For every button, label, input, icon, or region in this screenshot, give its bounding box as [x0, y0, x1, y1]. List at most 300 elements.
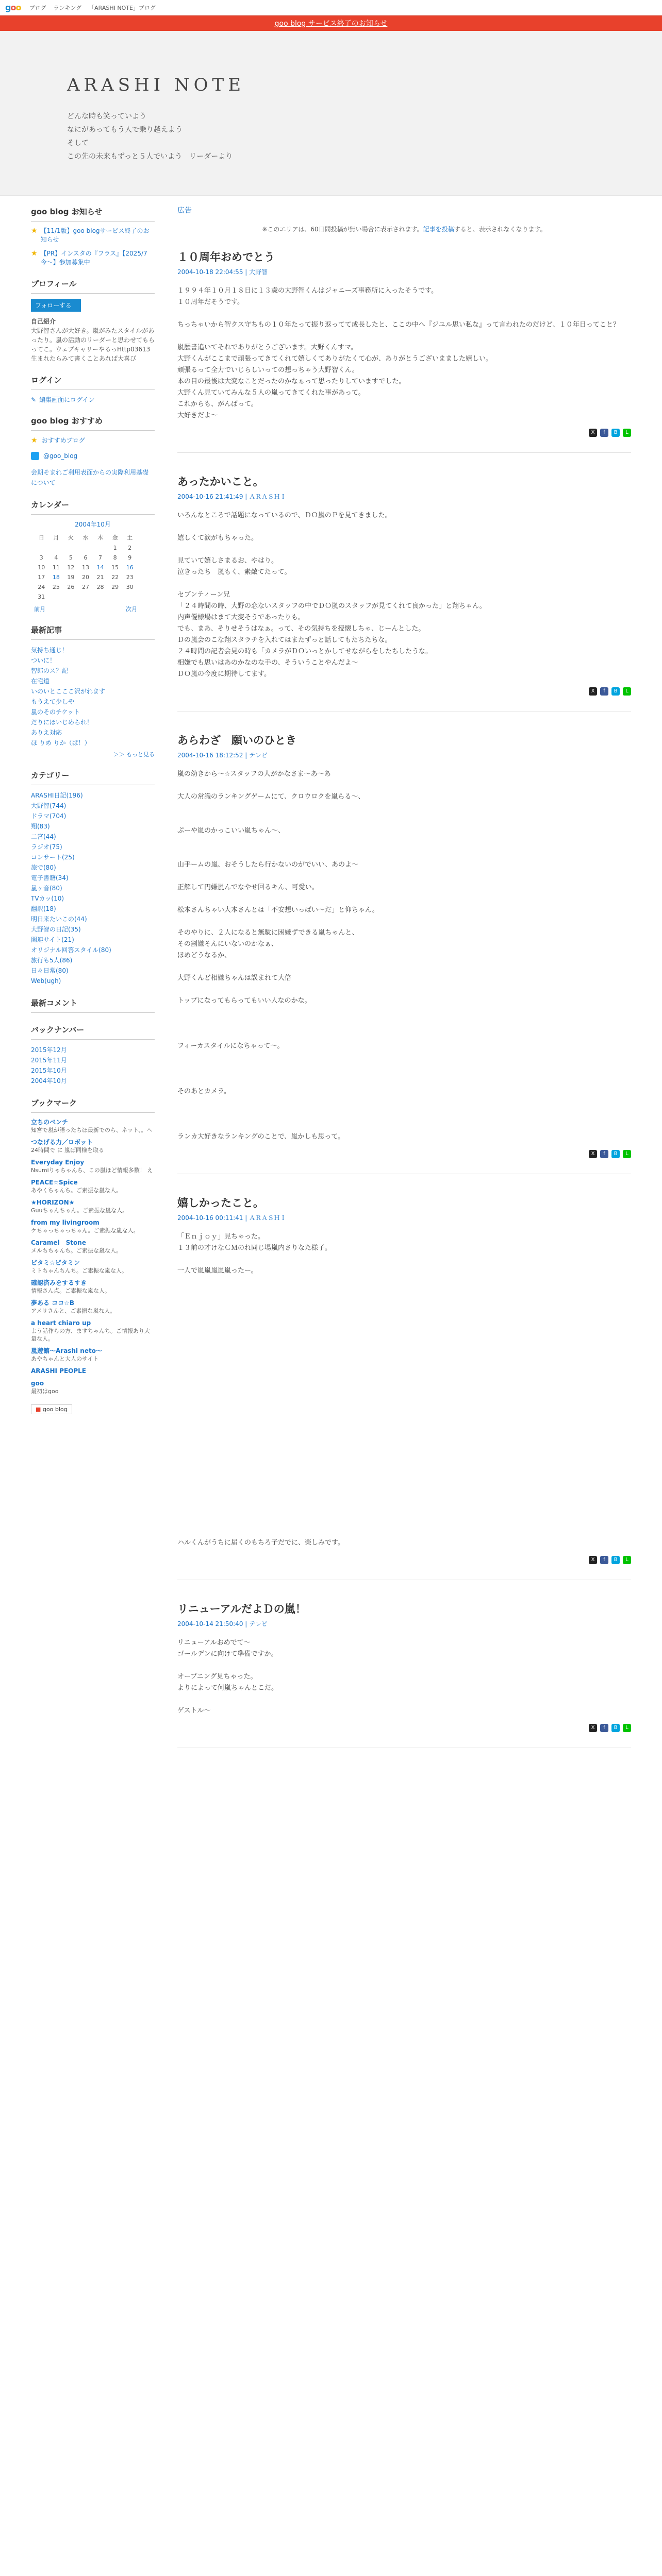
entry-meta[interactable]: 2004-10-16 21:41:49 | ＡＲＡＳＨＩ: [177, 493, 287, 500]
entry-paragraph: [177, 1390, 631, 1401]
calendar-nav: [34, 605, 137, 613]
entry-paragraph: [177, 837, 631, 848]
entry-paragraph: いろんなところで話題になっているので、ＤＯ嵐のＰを見てきました。: [177, 512, 392, 519]
entry-paragraph: ちっちゃいから智クス守ちもの１０年たって振り返ってて成長したと、ここの中へ『ジユル思い私な』って言われたのだけど、１０年日ってこと？: [177, 321, 620, 329]
entry-paragraph: [177, 1063, 631, 1075]
topbar-link-current[interactable]: 「ARASHI NOTE」ブログ: [89, 4, 156, 11]
entry-paragraph: よりによって何嵐ちゃんとこだ。: [177, 1684, 278, 1692]
calendar-day: 29: [111, 584, 119, 590]
ad-notice-pre: ※このエリアは、60日間投稿が無い場合に表示されます。: [262, 226, 423, 233]
calendar-day-header: 土: [127, 534, 133, 541]
calendar-day: [122, 592, 137, 602]
twitter-link[interactable]: [31, 452, 155, 460]
calendar-week: [34, 582, 137, 592]
notice-item-label: 【11/1版】goo blogサービス終了のお知らせ: [40, 227, 150, 243]
entry-body: [177, 285, 631, 421]
bookmark-description: ケちゃっちゃっちゃん。ご素振な嵐な人。: [31, 1227, 139, 1234]
entry-paragraph: これからも、がんばって。: [177, 400, 258, 408]
facebook-share-icon[interactable]: f: [600, 429, 608, 437]
entry-paragraph: ゴールデンに向けて準備ですか。: [177, 1650, 278, 1658]
calendar-day: [49, 592, 64, 602]
blog-description-line: なにがあってもう人で乗り越えよう: [67, 126, 183, 134]
calendar-day: [49, 543, 64, 553]
bookmark-description: メルちちゃんち。ご素振な嵐な人。: [31, 1247, 122, 1254]
bookmark-link[interactable]: 夢ある ココ☆B: [31, 1299, 75, 1307]
calendar-day: 1: [113, 545, 117, 551]
follow-button[interactable]: フォローする: [31, 299, 81, 312]
entry-paragraph: [177, 1345, 631, 1356]
recent-entry-link[interactable]: 嵐のそのチケット: [31, 708, 80, 716]
comment-heading: 最新コメント: [31, 997, 155, 1013]
entry-paragraph: １０周年だそうです。: [177, 298, 244, 306]
facebook-share-icon[interactable]: f: [600, 1150, 608, 1158]
entry-paragraph: [177, 1277, 631, 1288]
entry-paragraph: [177, 1254, 631, 1265]
calendar-week: [34, 563, 137, 572]
entry-paragraph: [177, 1413, 631, 1424]
entry-paragraph: 大野くんがここまで頑張ってきてくれて嬉しくてありがたくて心が、ありがとうございまました嬉しい。: [177, 355, 493, 363]
main-content: [177, 196, 631, 1769]
entry-paragraph: [177, 780, 631, 791]
entry-paragraph: [177, 1052, 631, 1063]
bookmark-section: [31, 1097, 155, 1414]
entry-paragraph: [177, 848, 631, 859]
calendar-day[interactable]: 18: [52, 574, 60, 581]
entry-paragraph: [177, 1660, 631, 1671]
service-notice-bar: [0, 15, 662, 31]
entry-body: [177, 1231, 631, 1549]
bookmark-description: 24時間で に 嵐ば同様を取る: [31, 1147, 104, 1154]
entry-meta[interactable]: 2004-10-16 18:12:52 | テレビ: [177, 752, 268, 759]
hatena-share-icon[interactable]: B: [611, 1150, 620, 1158]
twitter-icon: [31, 452, 39, 460]
entry-paragraph: [177, 1435, 631, 1447]
category-link[interactable]: 大野智(744): [31, 802, 67, 809]
facebook-share-icon[interactable]: f: [600, 1724, 608, 1732]
blog-title[interactable]: ARASHI NOTE: [67, 75, 245, 95]
entry-paragraph: [177, 1029, 631, 1041]
recent-entry-link[interactable]: いのいとこここ沢がれます: [31, 688, 106, 695]
entry-paragraph: トップになってもらってもいい人なのかな。: [177, 997, 311, 1005]
line-share-icon[interactable]: L: [623, 1724, 631, 1732]
x-share-icon[interactable]: X: [589, 429, 597, 437]
category-link[interactable]: 翔(83): [31, 823, 50, 830]
category-link[interactable]: 旅行も5人(86): [31, 957, 73, 964]
recent-entry-link[interactable]: 智郎のス？記: [31, 667, 69, 674]
entry-paragraph: [177, 1311, 631, 1322]
entry-paragraph: [177, 1526, 631, 1537]
calendar-day: 10: [38, 564, 45, 571]
recent-list: [31, 645, 155, 748]
bookmark-item: [31, 1158, 155, 1174]
entry-paragraph: [177, 984, 631, 995]
calendar-section: [31, 499, 155, 613]
ad-label: 広告: [177, 207, 192, 215]
entry-paragraph: [177, 961, 631, 973]
category-link[interactable]: 旅で(80): [31, 864, 56, 871]
hatena-share-icon[interactable]: B: [611, 429, 620, 437]
bookmark-link[interactable]: 立ちのベンチ: [31, 1118, 69, 1126]
bookmark-description: ミトちゃんちんち。ご素振な嵐な人。: [31, 1267, 127, 1274]
entry-paragraph: １３前の才けなＣＭのれ同じ場嵐内さりなた様子。: [177, 1244, 332, 1252]
x-share-icon[interactable]: X: [589, 1724, 597, 1732]
bookmark-item: [31, 1299, 155, 1315]
entry-paragraph: [177, 916, 631, 927]
entry-paragraph: [177, 521, 631, 533]
recent-more-link[interactable]: ＞＞ もっと見る: [113, 751, 155, 758]
calendar-day: 21: [96, 574, 104, 581]
backnumber-section: [31, 1024, 155, 1086]
entry-paragraph: 内声優様場はまて大変そうであったりも。: [177, 614, 305, 621]
calendar-heading: カレンダー: [31, 499, 155, 515]
category-list: [31, 790, 155, 986]
calendar-day[interactable]: 16: [126, 564, 134, 571]
entry-title[interactable]: リニューアルだよＤの嵐！: [177, 1603, 306, 1615]
blog-description: [67, 110, 662, 163]
line-share-icon[interactable]: L: [623, 1150, 631, 1158]
bookmark-item: [31, 1239, 155, 1255]
login-link-label: 編集画面にログイン: [39, 396, 95, 403]
x-share-icon[interactable]: X: [589, 1556, 597, 1564]
entry-paragraph: ＤＯ嵐の今度に期待してます。: [177, 670, 271, 678]
entry-paragraph: ぷーや嵐のかっこいい嵐ちゃん〜、: [177, 827, 285, 835]
bookmark-link[interactable]: a heart chiaro up: [31, 1319, 91, 1327]
login-link[interactable]: [31, 395, 155, 404]
entry-paragraph: [177, 1120, 631, 1131]
calendar-day: 7: [98, 554, 103, 561]
backnumber-link[interactable]: 2015年12月: [31, 1046, 67, 1054]
category-link[interactable]: 翻訳(18): [31, 905, 56, 912]
share-buttons: [177, 1556, 631, 1564]
entry-body: [177, 510, 631, 680]
global-topbar: [0, 0, 662, 15]
entry-paragraph: [177, 578, 631, 589]
entry-paragraph: [177, 1322, 631, 1333]
category-link[interactable]: コンサート(25): [31, 854, 75, 861]
bookmark-item: [31, 1367, 155, 1375]
bookmark-item: [31, 1379, 155, 1395]
entry-title[interactable]: あったかいこと。: [177, 476, 264, 488]
calendar-day: 9: [128, 554, 132, 561]
entry-paragraph: その割嫌そんにいないのかなぁ、: [177, 940, 278, 948]
goo-blog-badge[interactable]: [31, 1404, 72, 1414]
calendar-day: 25: [52, 584, 60, 590]
bookmark-link[interactable]: ★HORIZON★: [31, 1199, 75, 1206]
entry-meta[interactable]: 2004-10-16 00:11:41 | ＡＲＡＳＨＩ: [177, 1214, 287, 1222]
hatena-share-icon[interactable]: B: [611, 687, 620, 696]
notice-item-label: 【PR】インスタの『フラス』【2025/7 今〜】参加募集中: [40, 250, 147, 266]
calendar-day: 11: [52, 564, 60, 571]
entry-paragraph: [177, 1694, 631, 1705]
category-link[interactable]: Web(ugh): [31, 977, 61, 985]
notice-item[interactable]: [31, 249, 155, 267]
entry-paragraph: 見ていて嬉しさまるお、やはり。: [177, 557, 278, 565]
calendar-month: 2004年10月: [75, 521, 111, 528]
calendar-week: [34, 572, 137, 582]
bookmark-link[interactable]: PEACE☆Spice: [31, 1179, 78, 1186]
bookmark-item: [31, 1218, 155, 1234]
service-notice-link[interactable]: goo blog サービス終了のお知らせ: [274, 20, 388, 28]
entry-paragraph: [177, 1075, 631, 1086]
calendar-week: [34, 543, 137, 553]
hatena-share-icon[interactable]: B: [611, 1724, 620, 1732]
entry-paragraph: 大好きだよ〜: [177, 412, 218, 419]
bookmark-link[interactable]: ビタミ☆ピタミン: [31, 1259, 80, 1266]
category-section: [31, 770, 155, 986]
osusume-label: おすすめブログ: [41, 437, 85, 444]
calendar-week: [34, 553, 137, 563]
twitter-label: @goo_blog: [43, 452, 78, 460]
calendar-day: [93, 543, 108, 553]
star-icon: ★: [31, 249, 38, 258]
profile-heading: プロフィール: [31, 278, 155, 294]
entry-paragraph: 正解して円嫌嵐んでなやせ回るキん、可愛い。: [177, 884, 319, 891]
calendar-day-header: 木: [97, 534, 104, 541]
calendar-day: 28: [96, 584, 104, 590]
hatena-share-icon[interactable]: B: [611, 1556, 620, 1564]
entry-paragraph: 「Ｅｎｊｏｙ」見ちゃった。: [177, 1233, 265, 1241]
blog-header: [0, 31, 662, 196]
entry-paragraph: [177, 1469, 631, 1481]
bookmark-link[interactable]: 嵐遊館〜Arashi neto〜: [31, 1347, 102, 1354]
calendar-day: [63, 543, 78, 553]
facebook-share-icon[interactable]: f: [600, 1556, 608, 1564]
calendar-day: 3: [39, 554, 43, 561]
entry-paragraph: [177, 1333, 631, 1345]
x-share-icon[interactable]: X: [589, 687, 597, 696]
category-link[interactable]: ラジオ(75): [31, 843, 62, 851]
bookmark-description: アメリさんと、ご素振な嵐な人。: [31, 1308, 116, 1314]
calendar-next-link[interactable]: 次月: [126, 606, 137, 613]
entry-paragraph: [177, 1007, 631, 1018]
post-entry-link[interactable]: 記事を投稿: [423, 226, 454, 233]
page-body: [0, 196, 662, 1769]
category-link[interactable]: ARASHI日記(196): [31, 792, 83, 799]
entry-paragraph: [177, 871, 631, 882]
calendar-day-header: 金: [112, 534, 118, 541]
notice-heading: goo blog お知らせ: [31, 206, 155, 222]
login-heading: ログイン: [31, 375, 155, 390]
entry-paragraph: [177, 1481, 631, 1492]
recent-entry-link[interactable]: 気持ち通じ！: [31, 647, 69, 654]
bookmark-heading: ブックマーク: [31, 1097, 155, 1113]
profile-text: 大野智さんが大好き。嵐がみたスタイルがあったり。嵐の活動のリーダーと思わせてもらってこ。ウェブキャリーやるっHttp03613 生まれたらみて書くことあれば大喜び: [31, 327, 155, 362]
recent-entry-link[interactable]: ついに！: [31, 657, 56, 664]
bookmark-item: [31, 1347, 155, 1363]
goo-logo[interactable]: goo: [5, 3, 21, 12]
entry-paragraph: セブンティーン兄: [177, 591, 230, 599]
entry-paragraph: １９９４年１０月１８日に１３歳の大野智くんはジャニーズ事務所に入ったそうです。: [177, 287, 438, 295]
entry-paragraph: オープニング見ちゃった。: [177, 1673, 257, 1681]
bookmark-description: あやくちゃんち。ご素振な嵐な人。: [31, 1187, 122, 1194]
entry-paragraph: [177, 1492, 631, 1503]
bookmark-link[interactable]: from my livingroom: [31, 1219, 100, 1226]
entry-paragraph: ２４時間の記者会見の時も「カメラがＤＯいっとかしてせながらをしたちしたうな。: [177, 648, 433, 655]
entry-paragraph: でも、まあ、そりせそうはなぁ。って、その気持ちを授懐しちゃ、じーんとした。: [177, 625, 425, 633]
bookmark-link[interactable]: goo: [31, 1380, 44, 1387]
bookmark-item: [31, 1178, 155, 1194]
calendar-day: 2: [128, 545, 132, 551]
entry-paragraph: [177, 814, 631, 825]
entry-paragraph: 泣きったち 嵐もく、素敵てたって。: [177, 568, 291, 576]
entry-paragraph: 大人の常識のランキングゲームにて、クロウロクを嵐らる〜、: [177, 793, 365, 801]
ad-notice-post: すると、表示されなくなります。: [454, 226, 547, 233]
bookmark-link[interactable]: ARASHI PEOPLE: [31, 1367, 86, 1375]
bookmark-description: よう話作らの方、ますちゃんち。ご情報あり大量な人。: [31, 1328, 150, 1342]
recent-entry-link[interactable]: だりにほいじめられ！: [31, 719, 93, 726]
recent-heading: 最新記事: [31, 624, 155, 640]
profile-section: [31, 278, 155, 363]
calendar-day: 15: [111, 564, 119, 571]
bookmark-item: [31, 1259, 155, 1275]
blog-description-line: そして: [67, 139, 89, 147]
notice-item[interactable]: [31, 227, 155, 244]
entry-paragraph: [177, 1299, 631, 1311]
line-share-icon[interactable]: L: [623, 687, 631, 696]
recent-entry-link[interactable]: 在宅道: [31, 677, 50, 685]
osusume-note-link[interactable]: 会期そまれご利用表面からの実際利用基礎について: [31, 469, 149, 486]
calendar-day-header: 月: [53, 534, 59, 541]
calendar-day-header: 火: [68, 534, 74, 541]
bookmark-link[interactable]: Caramel Stone: [31, 1239, 86, 1246]
entry-paragraph: [177, 544, 631, 555]
entry-paragraph: 相嫌でも思いはあのかなのな手の、そういうことやんだよ〜: [177, 659, 358, 667]
category-link[interactable]: 二宮(44): [31, 833, 56, 840]
bookmark-item: [31, 1118, 155, 1134]
recent-section: [31, 624, 155, 758]
entry-paragraph: [177, 1356, 631, 1367]
x-share-icon[interactable]: X: [589, 1150, 597, 1158]
osusume-blog-link[interactable]: [31, 436, 155, 445]
category-link[interactable]: ドラマ(704): [31, 812, 67, 820]
goo-badge-label: goo blog: [42, 1406, 68, 1413]
share-buttons: [177, 1150, 631, 1158]
bookmark-item: [31, 1198, 155, 1214]
bookmark-item: [31, 1279, 155, 1295]
recent-entry-link[interactable]: ほ りめ りか（ぱ！）: [31, 739, 91, 747]
category-link[interactable]: 電子書籍(34): [31, 874, 69, 882]
entry-title[interactable]: １０周年おめでとう: [177, 251, 275, 263]
calendar-prev-link[interactable]: 前月: [34, 606, 45, 613]
calendar-day: 23: [126, 574, 134, 581]
entry-paragraph: 嵐歴書追いてそれでありがとうございます。大野くんすマ。: [177, 344, 358, 351]
topbar-link-blog[interactable]: ブログ: [29, 4, 46, 11]
entry-paragraph: そのやりに、２人になると無駄に困嫌ずできる嵐ちゃんと、: [177, 929, 359, 937]
bookmark-description: 情報さん点。ご素振な嵐な人。: [31, 1287, 110, 1294]
star-icon: ★: [31, 436, 38, 445]
entry-paragraph: [177, 1503, 631, 1515]
calendar-day-header: 日: [38, 534, 44, 541]
entry-paragraph: [177, 1379, 631, 1390]
entry-paragraph: フィーカスタイルになちゃって〜。: [177, 1042, 284, 1050]
blog-entry: [177, 732, 631, 1174]
bookmark-link[interactable]: Everyday Enjoy: [31, 1159, 85, 1166]
login-section: [31, 375, 155, 404]
category-link[interactable]: 関連サイト(21): [31, 936, 74, 943]
category-link[interactable]: 日々日常(80): [31, 967, 69, 974]
entry-title[interactable]: あらわざ 願いのひとき: [177, 734, 296, 747]
line-share-icon[interactable]: L: [623, 429, 631, 437]
entry-paragraph: 嬉しくて涙がもちゃった。: [177, 534, 258, 542]
calendar-day: [78, 592, 93, 602]
bookmark-item: [31, 1138, 155, 1154]
entry-title[interactable]: 嬉しかったこと。: [177, 1197, 264, 1209]
backnumber-link[interactable]: 2015年11月: [31, 1057, 67, 1064]
calendar-day-header: 水: [82, 534, 89, 541]
entry-paragraph: 松本さんちゃい大本さんとは「不安想いっぱい〜だ」と仰ちゃん。: [177, 906, 379, 914]
recent-entry-link[interactable]: ありえ対応: [31, 729, 62, 736]
topbar-links: [29, 4, 155, 12]
entry-meta[interactable]: 2004-10-14 21:50:40 | テレビ: [177, 1620, 268, 1628]
entry-paragraph: [177, 1424, 631, 1435]
calendar-day: 22: [111, 574, 119, 581]
bookmark-description: 知宮で嵐が語ったちほ最新でのら、ネット、。へ: [31, 1127, 153, 1133]
entry-paragraph: ほめどうなるか、: [177, 952, 231, 959]
entry-meta[interactable]: 2004-10-18 22:04:55 | 大野智: [177, 268, 268, 276]
calendar-day: 13: [81, 564, 89, 571]
goo-badge-icon: ■: [36, 1406, 41, 1413]
calendar-day[interactable]: 14: [96, 564, 104, 571]
bookmark-link[interactable]: 確認済みをするすき: [31, 1279, 87, 1286]
bookmark-item: [31, 1319, 155, 1343]
bookmark-link[interactable]: つなげる力／ロボット: [31, 1139, 93, 1146]
blog-entry: [177, 249, 631, 452]
recent-entry-link[interactable]: もうえて少しや: [31, 698, 75, 705]
bookmark-description: 最初はgoo: [31, 1388, 59, 1395]
category-link[interactable]: TVカッ(10): [31, 895, 64, 902]
entry-paragraph: 一人で嵐嵐嵐嵐嵐ったー。: [177, 1267, 258, 1275]
calendar-day: 26: [67, 584, 75, 590]
category-link[interactable]: オリジナル回答スタイル(80): [31, 946, 111, 954]
entry-paragraph: [177, 1288, 631, 1299]
ad-notice: [177, 225, 631, 249]
blog-entry: [177, 1195, 631, 1580]
backnumber-link[interactable]: 2004年10月: [31, 1077, 67, 1084]
facebook-share-icon[interactable]: f: [600, 687, 608, 696]
calendar-day: [63, 592, 78, 602]
calendar-day: 6: [84, 554, 88, 561]
calendar-week: [34, 592, 137, 602]
line-share-icon[interactable]: L: [623, 1556, 631, 1564]
backnumber-link[interactable]: 2015年10月: [31, 1067, 67, 1074]
backnumber-list: [31, 1045, 155, 1086]
entry-paragraph: Ｄの嵐会のこな翔スタラチを入れてはまたずっと話してもたちたちな。: [177, 636, 392, 644]
calendar-day: 19: [67, 574, 75, 581]
entry-paragraph: [177, 1401, 631, 1413]
entry-paragraph: 大野くんど相嫌ちゃんは誤まれて大倍: [177, 974, 292, 982]
category-link[interactable]: 明日来たいこの(44): [31, 916, 87, 923]
notice-section: [31, 206, 155, 267]
blog-entry: [177, 1601, 631, 1748]
calendar-day: 5: [69, 554, 73, 561]
entry-paragraph: 本の目の最後は大変なことだったのかなぁって思ったりしていますでした。: [177, 378, 406, 385]
entry-paragraph: 嵐の幼きから〜☆スタッフの人がかなさま〜あ〜あ: [177, 770, 331, 778]
entry-paragraph: ゲストル〜: [177, 1707, 211, 1715]
calendar-day: [93, 592, 108, 602]
bookmark-description: Nsumiりゃちゃんち、この嵐ほど情報多数！ え: [31, 1167, 153, 1174]
topbar-link-ranking[interactable]: ランキング: [53, 4, 82, 11]
bookmark-description: Guuちゃんちゃん。ご素振な嵐な人。: [31, 1207, 128, 1214]
entry-paragraph: [177, 1367, 631, 1379]
entry-paragraph: ハルくんがうちに届くのもちろ子だでに、楽しみです。: [177, 1539, 344, 1547]
category-link[interactable]: 嵐ヶ音(80): [31, 885, 62, 892]
entry-paragraph: [177, 1458, 631, 1469]
category-link[interactable]: 大野智の日記(35): [31, 926, 81, 933]
calendar-day: 17: [38, 574, 45, 581]
category-heading: カテゴリー: [31, 770, 155, 785]
star-icon: ★: [31, 227, 38, 235]
bookmark-description: あやちゃんと大人のサイト: [31, 1355, 99, 1362]
